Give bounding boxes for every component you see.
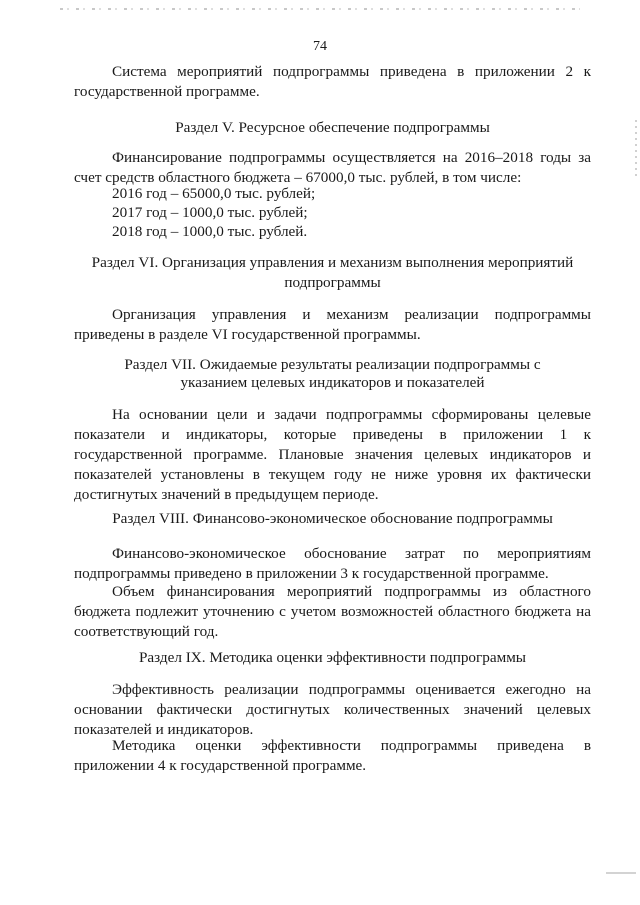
section-7-heading-line1: Раздел VII. Ожидаемые результаты реализации подпрограммы с (124, 356, 541, 373)
section-9-paragraph-2: Методика оценки эффективности подпрограммы приведена в приложении 4 к государственной программе. (74, 737, 591, 774)
scan-artifact-top (60, 8, 580, 10)
section-5-heading: Раздел V. Ресурсное обеспечение подпрограммы (175, 119, 490, 136)
funding-item-2016: 2016 год – 65000,0 тыс. рублей; (112, 185, 316, 202)
page-number: 74 (313, 39, 327, 54)
section-8-paragraph-2: Объем финансирования мероприятий подпрограммы из областного бюджета подлежит уточнению с учетом возможностей областного бюджета на соответствующий год. (74, 583, 591, 640)
funding-item-2018: 2018 год – 1000,0 тыс. рублей. (112, 223, 308, 240)
section-6-heading-line1: Раздел VI. Организация управления и механизм выполнения мероприятий (91, 254, 574, 271)
section-5-paragraph: Финансирование подпрограммы осуществляется на 2016–2018 годы за счет средств областного бюджета – 67000,0 тыс. рублей, в том числе: (74, 149, 591, 186)
section-6-heading-line2: подпрограммы (284, 274, 381, 291)
section-9-heading: Раздел IX. Методика оценки эффективности подпрограммы (138, 649, 527, 666)
section-8-paragraph-1: Финансово-экономическое обоснование затрат по мероприятиям подпрограммы приведено в приложении 3 к государственной программе. (74, 545, 591, 582)
funding-item-2017: 2017 год – 1000,0 тыс. рублей; (112, 204, 308, 221)
section-8-heading: Раздел VIII. Финансово-экономическое обоснование подпрограммы (112, 510, 553, 527)
intro-paragraph: Система мероприятий подпрограммы приведена в приложении 2 к государственной программе. (74, 63, 591, 100)
section-6-paragraph: Организация управления и механизм реализации подпрограммы приведены в разделе VI государственной программы. (74, 306, 591, 343)
section-9-paragraph-1: Эффективность реализации подпрограммы оценивается ежегодно на основании фактически достигнутых количественных значений целевых показателей и индикаторов. (74, 681, 591, 738)
section-7-heading-line2: указанием целевых индикаторов и показателей (180, 374, 485, 391)
section-5-funding-list (112, 184, 512, 241)
section-7-paragraph: На основании цели и задачи подпрограммы сформированы целевые показатели и индикаторы, которые приведены в приложении 1 к государственной программе. Плановые значения целевых индикаторов и показателей установлены в текущем году не ниже уровня их фактически достигнутых значений в предыдущем периоде. (74, 406, 591, 503)
scan-artifact-right (635, 120, 637, 180)
scan-artifact-bottom (606, 872, 636, 874)
